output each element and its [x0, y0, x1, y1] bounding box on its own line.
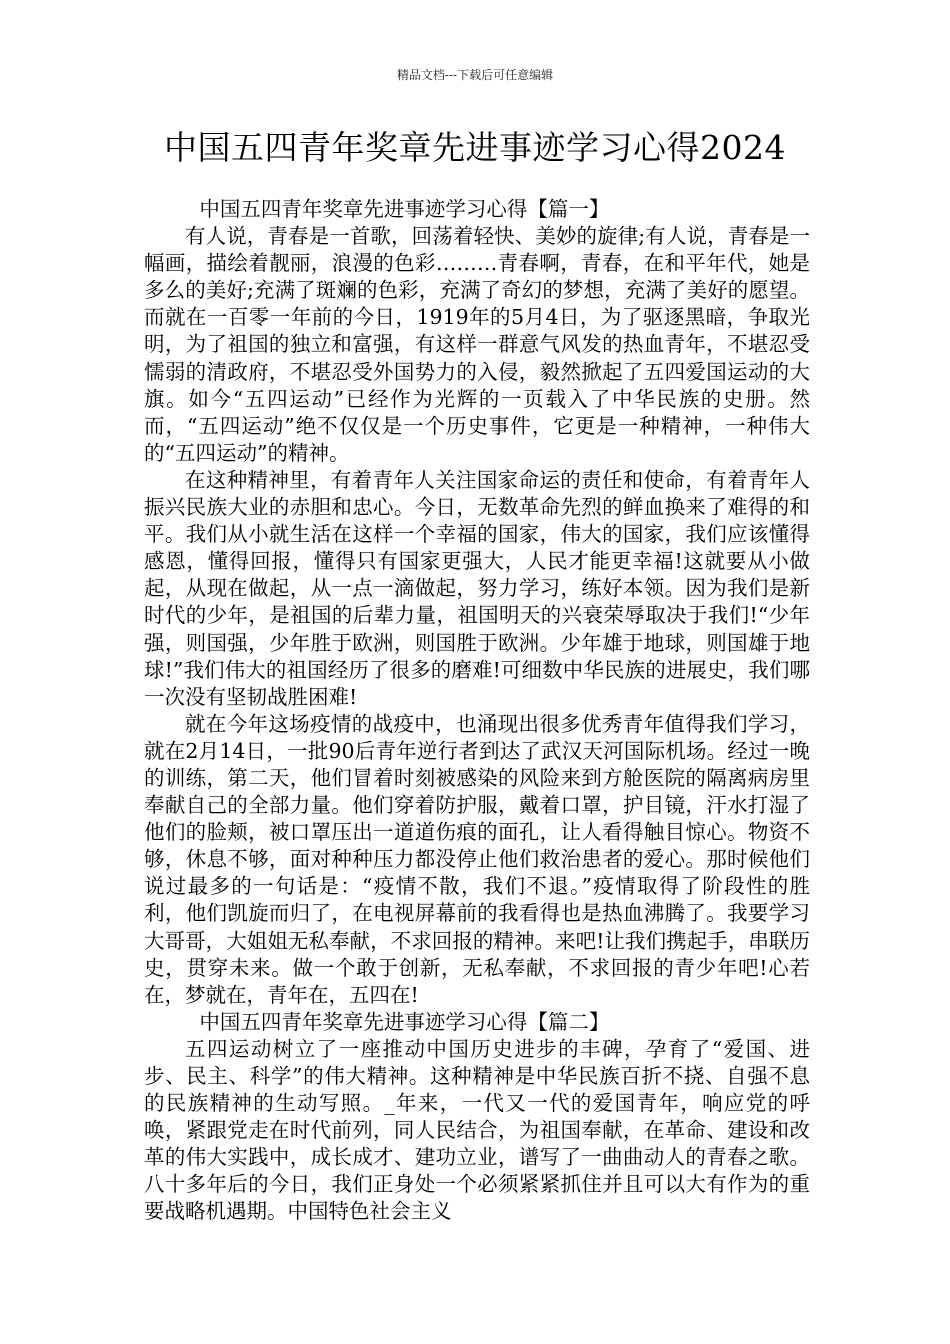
document-body — [144, 196, 810, 1226]
paragraph: 有人说，青春是一首歌，回荡着轻快、美妙的旋律;有人说，青春是一幅画，描绘着靓丽，浪漫的色彩………青春啊，青春，在和平年代，她是多么的美好;充满了斑斓的色彩，充满了奇幻的梦想，充满了美好的愿望。而就在一百零一年前的今日，1919年的5月4日，为了驱逐黑暗，争取光明，为了祖国的独立和富强，有这样一群意气风发的热血青年，不堪忍受懦弱的清政府，不堪忍受外国势力的入侵，毅然掀起了五四爱国运动的大旗。如今“五四运动”已经作为光辉的一页载入了中华民族的史册。然而，“五四运动”绝不仅仅是一个历史事件，它更是一种精神，一种伟大的“五四运动”的精神。 — [144, 224, 810, 465]
document-title: 中国五四青年奖章先进事迹学习心得2024 — [164, 128, 786, 167]
paragraph: 在这种精神里，有着青年人关注国家命运的责任和使命，有着青年人振兴民族大业的赤胆和忠心。今日，无数革命先烈的鲜血换来了难得的和平。我们从小就生活在这样一个幸福的国家，伟大的国家，我们应该懂得感恩，懂得回报，懂得只有国家更强大，人民才能更幸福!这就要从小做起，从现在做起，从一点一滴做起，努力学习，练好本领。因为我们是新时代的少年，是祖国的后辈力量，祖国明天的兴衰荣辱取决于我们!“少年强，则国强，少年胜于欧洲，则国胜于欧洲。少年雄于地球，则国雄于地球!”我们伟大的祖国经历了很多的磨难!可细数中华民族的进展史，我们哪一次没有坚韧战胜困难! — [144, 467, 810, 709]
paragraph: 就在今年这场疫情的战疫中，也涌现出很多优秀青年值得我们学习，就在2月14日，一批90后青年逆行者到达了武汉天河国际机场。经过一晚的训练，第二天，他们冒着时刻被感染的风险来到方舱医院的隔离病房里奉献自己的全部力量。他们穿着防护服，戴着口罩，护目镜，汗水打湿了他们的脸颊，被口罩压出一道道伤痕的面孔，让人看得触目惊心。物资不够，休息不够，面对种种压力都没停止他们救治患者的爱心。那时候他们说过最多的一句话是：“疫情不散，我们不退。”疫情取得了阶段性的胜利，他们凯旋而归了，在电视屏幕前的我看得也是热血沸腾了。我要学习大哥哥，大姐姐无私奉献，不求回报的精神。来吧!让我们携起手，串联历史，贯穿未来。做一个敢于创新，无私奉献，不求回报的青少年吧!心若在，梦就在，青年在，五四在! — [144, 711, 810, 1007]
section-heading: 中国五四青年奖章先进事迹学习心得【篇二】 — [199, 1009, 610, 1034]
section-heading: 中国五四青年奖章先进事迹学习心得【篇一】 — [199, 197, 610, 221]
page-header: 精品文档---下载后可任意编辑 — [396, 68, 554, 82]
paragraph: 五四运动树立了一座推动中国历史进步的丰碑，孕育了“爱国、进步、民主、科学”的伟大精神。这种精神是中华民族百折不挠、自强不息的民族精神的生动写照。_年来，一代又一代的爱国青年，响应党的呼唤，紧跟党走在时代前列，同人民结合，为祖国奉献，在革命、建设和改革的伟大实践中，成长成才、建功立业，谱写了一曲曲动人的青春之歌。八十多年后的今日，我们正身处一个必须紧紧抓住并且可以大有作为的重要战略机遇期。中国特色社会主义 — [144, 1036, 810, 1224]
